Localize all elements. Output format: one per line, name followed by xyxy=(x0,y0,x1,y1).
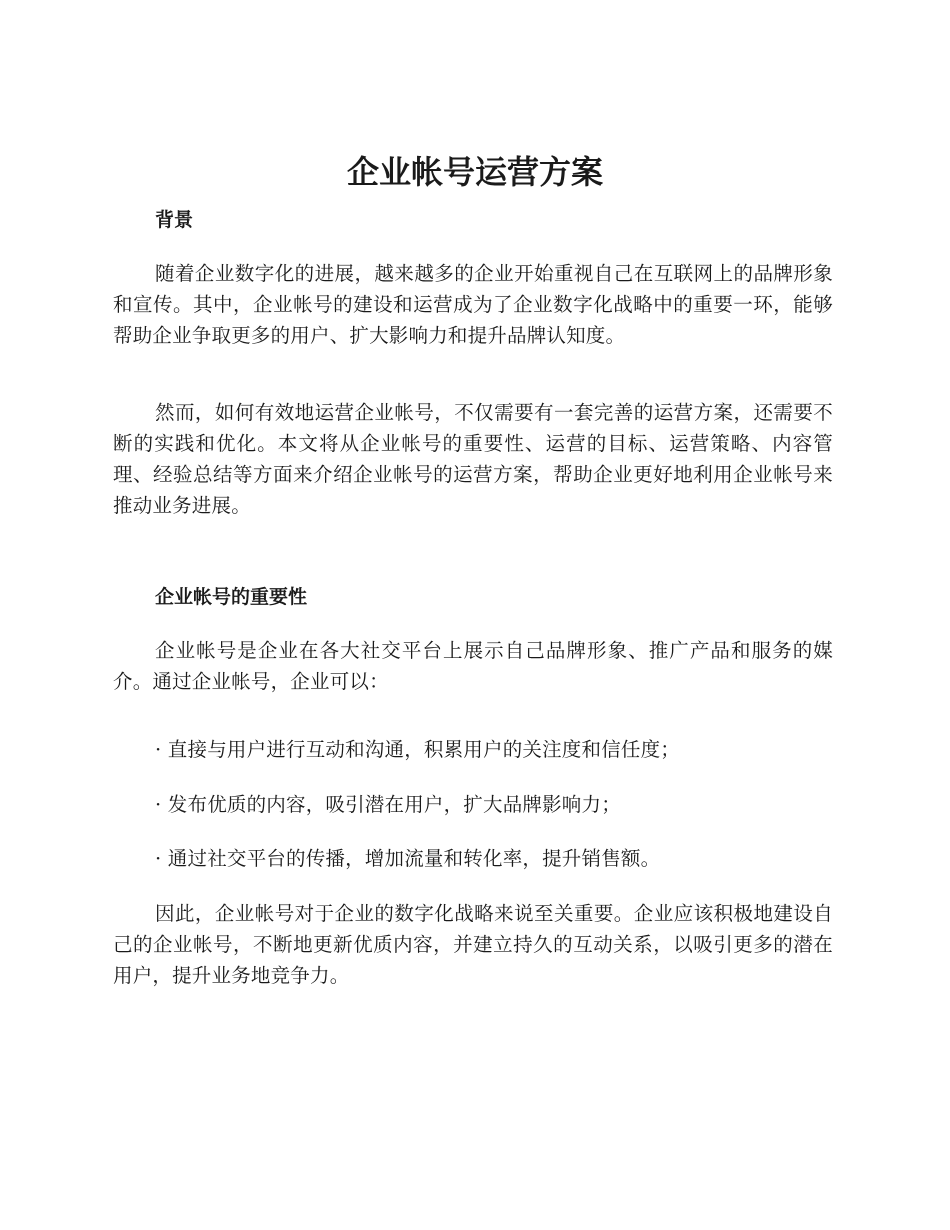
section-heading-background: 背景 xyxy=(155,209,194,231)
paragraph-background-2: 然而，如何有效地运营企业帐号，不仅需要有一套完善的运营方案，还需要不断的实践和优化。本文将从企业帐号的重要性、运营的目标、运营策略、内容管理、经验总结等方面来介绍企业帐号的运营方案，帮助企业更好地利用企业帐号来推动业务进展。 xyxy=(113,401,833,517)
section-heading-importance: 企业帐号的重要性 xyxy=(155,586,308,608)
bullet-item-2: · 发布优质的内容，吸引潜在用户，扩大品牌影响力； xyxy=(155,793,621,816)
paragraph-importance-intro: 企业帐号是企业在各大社交平台上展示自己品牌形象、推广产品和服务的媒介。通过企业帐号，企业可以： xyxy=(113,639,833,693)
document-title: 企业帐号运营方案 xyxy=(346,153,603,191)
bullet-item-3: · 通过社交平台的传播，增加流量和转化率，提升销售额。 xyxy=(155,847,661,870)
bullet-item-1: · 直接与用户进行互动和沟通，积累用户的关注度和信任度； xyxy=(155,738,680,761)
paragraph-background-1: 随着企业数字化的进展，越来越多的企业开始重视自己在互联网上的品牌形象和宣传。其中，企业帐号的建设和运营成为了企业数字化战略中的重要一环，能够帮助企业争取更多的用户、扩大影响力和提升品牌认知度。 xyxy=(113,262,833,347)
paragraph-importance-conclusion: 因此，企业帐号对于企业的数字化战略来说至关重要。企业应该积极地建设自己的企业帐号，不断地更新优质内容，并建立持久的互动关系，以吸引更多的潜在用户，提升业务地竞争力。 xyxy=(113,902,833,987)
